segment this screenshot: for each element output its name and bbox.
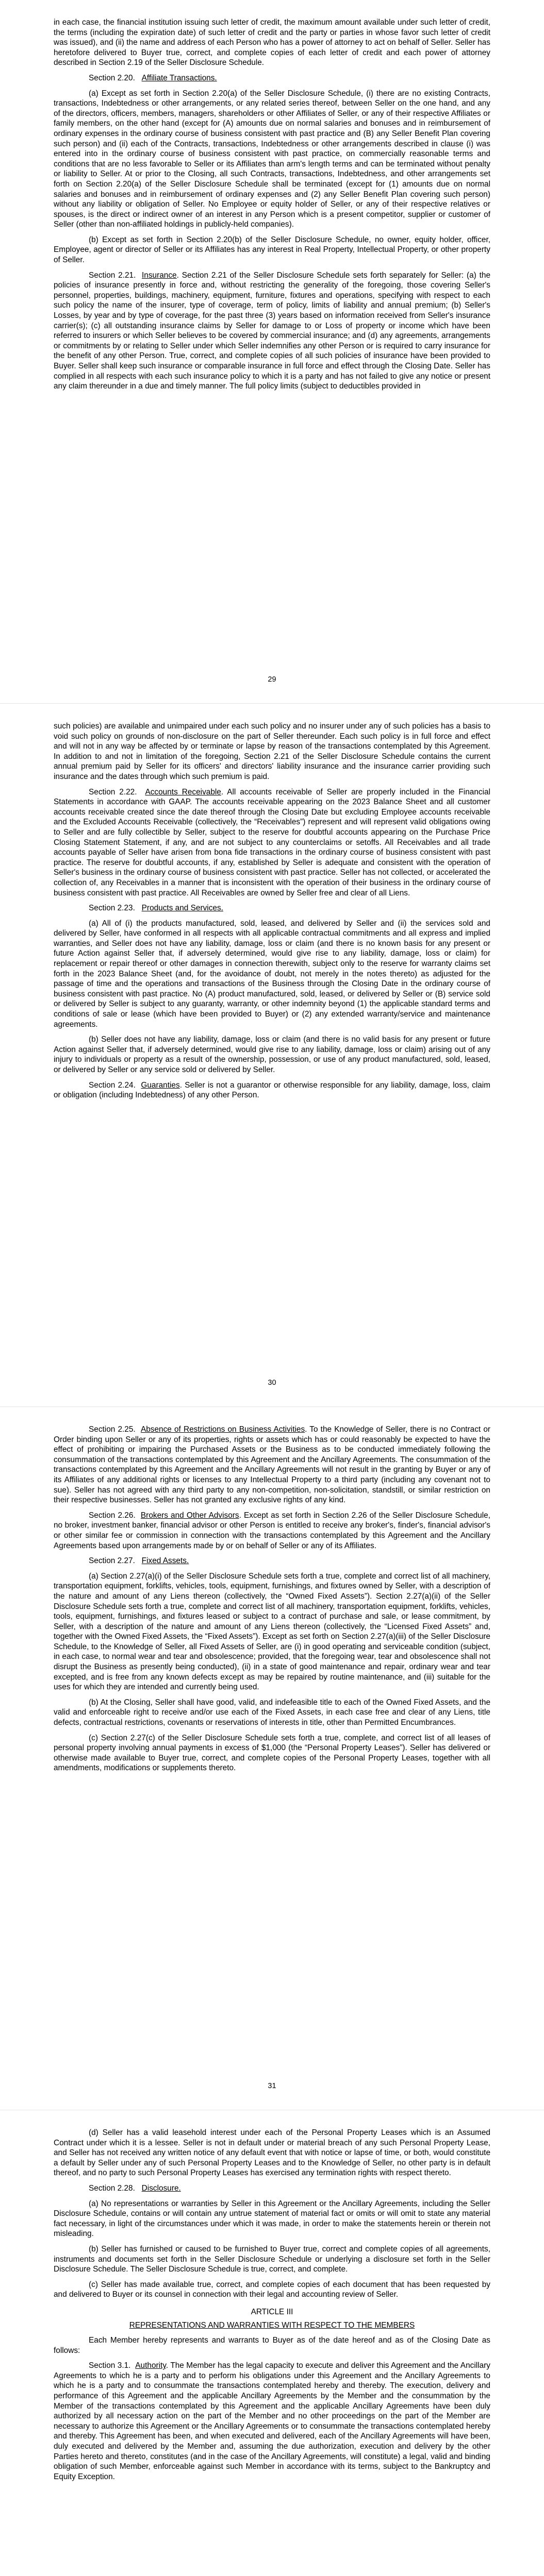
section-title: Insurance [142, 270, 177, 280]
paragraph: (b) Seller does not have any liability, damage, loss or claim (and there is no valid basis for any present or future Action against Seller that, if adversely determined, would give rise to any liability, damage, loss or claim) arising out of any injury to individuals or property as a result of the ownership, possession, or use of any product manufactured, sold, leased, or delivered by Seller or any service sold or delivered by Seller. [54, 1035, 490, 1074]
page-29 [0, 0, 544, 703]
section-number: Section 2.24. [89, 1080, 136, 1090]
page-32 [0, 2110, 544, 2576]
paragraph: Each Member hereby represents and warrants to Buyer as of the date hereof and as of the Closing Date as follows: [54, 2336, 490, 2355]
page-30 [0, 703, 544, 1406]
section-title: Affiliate Transactions. [141, 73, 217, 82]
section-text: . Seller is not a guarantor or otherwise responsible for any liability, damage, loss, claim or obligation (including Indebtedness) of any other Person. [54, 1080, 490, 1100]
section-title: Accounts Receivable [145, 787, 221, 796]
section-heading [54, 73, 490, 83]
paragraph: (d) Seller has a valid leasehold interest under each of the Personal Property Leases which is an Assumed Contract under which it is a lessee. Seller is not in default under or material breach of any such Personal Property Lease, and Seller has not received any written notice of any default event that with notice or lapse of time, or both, would constitute a default by Seller under any of such Personal Property Leases and to the Knowledge of Seller, no other party is in default thereof, and no party to such Personal Property Leases has exercised any termination rights with respect thereto. [54, 2128, 490, 2178]
paragraph: in each case, the financial institution issuing such letter of credit, the maximum amount available under such letter of credit, the terms (including the expiration date) of such letter of credit and the party or parties in whose favor such letter of credit was issued), and (ii) the name and address of each Person who has a power of attorney to act on behalf of Seller. Seller has heretofore delivered to Buyer true, correct, and complete copies of each letter of credit and each power of attorney described in Section 2.19 of the Seller Disclosure Schedule. [54, 18, 490, 67]
paragraph: (b) Seller has furnished or caused to be furnished to Buyer true, correct and complete copies of all agreements, instruments and documents set forth in the Seller Disclosure Schedule or underlying a disclosure set forth in the Seller Disclosure Schedule. The Seller Disclosure Schedule is true, correct, and complete. [54, 2244, 490, 2274]
article-heading: ARTICLE III [251, 2307, 293, 2316]
section-text: . All accounts receivable of Seller are properly included in the Financial Statements in accordance with GAAP. The accounts receivable appearing on the 2023 Balance Sheet and all customer accounts receivable created since the date thereof through the Closing Date but excluding Employee accounts receivable and the Excluded Accounts Receivable (collectively, the “Receivables”) represent and will represent valid obligations owing to Seller and are fully collectible by Seller, subject to the reserve for doubtful accounts appearing on the Purchase Price Closing Statement Statement, if any, and are not subject to any counterclaims or setoffs. All Receivables and all trade accounts payable of Seller have arisen from bona fide transactions in the ordinary course of business consistent with past practice. The reserve for doubtful accounts, if any, established by Seller is adequate and consistent with the operation of Seller's business in the ordinary course of business consistent with past practice. Seller has not collected, or accelerated the collection of, any Receivables in a manner that is inconsistent with the operation of their business in the ordinary course of business consistent with past practice. All Receivables are owned by Seller free and clear of all Liens. [54, 787, 490, 897]
page-number: 29 [268, 675, 276, 684]
section-text: . Section 2.21 of the Seller Disclosure Schedule sets forth separately for Seller: (a) the policies of insurance presently in force and, without restricting the generality of the foregoing, those covering Seller's personnel, properties, buildings, machinery, equipment, furniture, fixtures and operations, specifying with respect to each such policy the name of the insurer, type of coverage, term of policy, limits of liability and annual premium; (b) Seller's Losses, by year and by type of coverage, for the past three (3) years based on information received from Seller's insurance carrier(s); (c) all outstanding insurance claims by Seller for damage to or Loss of property or income which have been referred to insurers or which Seller believes to be covered by commercial insurance; and (d) any agreements, arrangements or commitments by or relating to Seller under which Seller indemnifies any other Person or is required to carry insurance for the benefit of any other Person. True, correct, and complete copies of all such policies of insurance have been provided to Buyer. Seller shall keep such insurance or comparable insurance in full force and effect through the Closing Date. Seller has complied in all respects with each such insurance policy to which it is a party and has not failed to give any notice or present any claim thereunder in a due and timely manner. The full policy limits (subject to deductibles provided in [54, 270, 491, 391]
page-number: 31 [268, 2082, 276, 2090]
section-text: . Except as set forth in Section 2.26 of the Seller Disclosure Schedule, no broker, investment banker, financial advisor or other Person is entitled to receive any broker's, finder's, financial advisor's or other similar fee or commission in connection with the transactions contemplated by this Agreement and the Ancillary Agreements based upon arrangements made by or on behalf of Seller or any of its Affiliates. [54, 1511, 491, 1550]
section-number: Section 2.22. [89, 787, 137, 796]
section-number: Section 2.27. [89, 1556, 135, 1566]
section-paragraph [54, 1425, 490, 1505]
section-heading [54, 1556, 490, 1566]
section-title: Brokers and Other Advisors [140, 1511, 239, 1520]
page-31 [0, 1406, 544, 2110]
paragraph: (a) No representations or warranties by Seller in this Agreement or the Ancillary Agreements, including the Seller Disclosure Schedule, contains or will contain any untrue statement of material fact or omits or will omit to state any material fact necessary, in light of the circumstances under which it was made, in order to make the statements herein or therein not misleading. [54, 2199, 490, 2239]
section-title: Disclosure. [141, 2183, 181, 2193]
paragraph: (a) Section 2.27(a)(i) of the Seller Disclosure Schedule sets forth a true, complete and correct list of all machinery, transportation equipment, forklifts, vehicles, tools, equipment, furnishings, and fixtures owned by Seller, with a description of the nature and amount of any Liens thereon (collectively, the “Owned Fixed Assets”). Section 2.27(a)(ii) of the Seller Disclosure Schedule sets forth a true, complete and correct list of all machinery, transportation equipment, forklifts, vehicles, tools, equipment, furnishings, and fixtures leased or subject to a contract of purchase and sale, or lease commitment, by Seller, with a description of the nature and amount of any Liens thereon (collectively, the “Licensed Fixed Assets” and, together with the Owned Fixed Assets, the “Fixed Assets”). Except as set forth on Section 2.27(a)(iii) of the Seller Disclosure Schedule, to the Knowledge of Seller, all Fixed Assets of Seller, are (i) in good operating and serviceable condition (subject, in each case, to normal wear and tear and obsolescence; provided, that the foregoing wear, tear and obsolescence shall not disrupt the Business as presently being conducted), (ii) in a state of good maintenance and repair, ordinary wear and tear excepted, and is free from any known defects except as may be repaired by routine maintenance, and (iii) suitable for the uses for which they are intended and currently being used. [54, 1571, 490, 1692]
section-title: Authority [135, 2361, 166, 2370]
section-number: Section 2.20. [89, 73, 135, 82]
article-title: REPRESENTATIONS AND WARRANTIES WITH RESPECT TO THE MEMBERS [129, 2320, 415, 2330]
section-title: Absence of Restrictions on Business Activities [140, 1425, 305, 1434]
paragraph: (b) Except as set forth in Section 2.20(b) of the Seller Disclosure Schedule, no owner, equity holder, officer, Employee, agent or director of Seller or its Affiliates has any interest in Real Property, Intellectual Property, or other property of Seller. [54, 235, 490, 265]
section-title: Guaranties [141, 1080, 180, 1090]
section-number: Section 2.23. [89, 904, 135, 913]
paragraph: (c) Seller has made available true, correct, and complete copies of each document that has been requested by and delivered to Buyer or its counsel in connection with their legal and accounting review of Seller. [54, 2280, 490, 2299]
section-number: Section 2.25. [89, 1425, 136, 1434]
section-number: Section 3.1. [89, 2361, 131, 2370]
section-title: Fixed Assets. [141, 1556, 189, 1566]
page-number: 30 [268, 1379, 276, 1387]
section-number: Section 2.21. [89, 270, 136, 280]
section-paragraph [54, 2361, 490, 2482]
section-paragraph [54, 270, 490, 392]
section-paragraph [54, 1511, 490, 1551]
section-text: . The Member has the legal capacity to execute and deliver this Agreement and the Ancillary Agreements to which he is a party and to perform his obligations under this Agreement and the Ancillary Agreements to which he is a party and to consummate the transactions contemplated hereby and thereby. The execution, delivery and performance of this Agreement and the applicable Ancillary Agreements by the Member and the consummation by the Member of the transactions contemplated by this Agreement and the applicable Ancillary Agreements have been duly authorized by all necessary action on the part of the Member and no other proceedings on the part of the Member are necessary to authorize this Agreement or the Ancillary Agreements or to consummate the transactions contemplated hereby and thereby. This Agreement has been, and when executed and delivered, each of the Ancillary Agreements will have been, duly executed and delivered by the Member and, assuming the due authorization, execution and delivery by the other Parties hereto and thereto, constitutes (and in the case of the Ancillary Agreements, will constitute) a legal, valid and binding obligation of such Member, enforceable against such Member in accordance with its terms, subject to the Bankruptcy and Equity Exception. [54, 2361, 490, 2481]
paragraph: (c) Section 2.27(c) of the Seller Disclosure Schedule sets forth a true, complete, and correct list of all leases of personal property involving annual payments in excess of $1,000 (the “Personal Property Leases”). Seller has delivered or otherwise made available to Buyer true, correct, and complete copies of the Personal Property Leases, together with all amendments, modifications or supplements thereto. [54, 1733, 490, 1773]
paragraph: (a) All of (i) the products manufactured, sold, leased, and delivered by Seller and (ii) the services sold and delivered by Seller, have conformed in all respects with all applicable contractual commitments and all express and implied warranties, and Seller does not have any liability, damage, loss or claim (and there is no known basis for any present or future Action against Seller that, if adversely determined, would give rise to any liability, damage, loss or claim) for replacement or repair thereof or other damages in connection therewith, subject only to the reserve for warranty claims set forth in the 2023 Balance Sheet (and, for the avoidance of doubt, not merely in the notes thereto) as adjusted for the passage of time and the operations and transactions of the Business through the Closing Date in the ordinary course of business consistent with past practice. No (A) product manufactured, sold, leased, or delivered by Seller or (B) service sold or delivered by Seller is subject to any guaranty, warranty, or other indemnity beyond (1) the applicable standard terms and conditions of sale or lease (which have been provided to Buyer) or (2) any extended warranty/service and maintenance agreements. [54, 919, 490, 1029]
section-number: Section 2.26. [89, 1511, 136, 1520]
section-heading [54, 903, 490, 913]
paragraph: (b) At the Closing, Seller shall have good, valid, and indefeasible title to each of the Owned Fixed Assets, and the valid and enforceable right to receive and/or use each of the Fixed Assets, in each case free and clear of any Liens, title defects, contractual restrictions, covenants or reservations of interests in title, other than Permitted Encumbrances. [54, 1698, 490, 1727]
section-heading [54, 2183, 490, 2194]
section-paragraph [54, 1080, 490, 1100]
section-text: . To the Knowledge of Seller, there is no Contract or Order binding upon Seller or any of its properties, rights or assets which has or could reasonably be expected to have the effect of prohibiting or impairing the Purchased Assets or the Business as to be conducted immediately following the consummation of the transactions contemplated by this Agreement and the Ancillary Agreements. The consummation of the transactions contemplated by this Agreement and the Ancillary Agreements will not result in the granting by Buyer or any of its Affiliates of any additional rights or licenses to any Intellectual Property to a third party (including any covenant not to sue). Seller has not agreed with any third party to any non-competition, non-solicitation, standstill, or similar restriction on their respective businesses. Seller has not granted any exclusive rights of any kind. [54, 1425, 491, 1505]
section-title: Products and Services. [141, 904, 223, 913]
section-paragraph [54, 787, 490, 899]
paragraph: (a) Except as set forth in Section 2.20(a) of the Seller Disclosure Schedule, (i) there are no existing Contracts, transactions, Indebtedness or other arrangements, or any related series thereof, between Seller on the one hand, and any of the directors, officers, members, managers, shareholders or other Affiliates of Seller, or any of their respective Affiliates or family members, on the other hand (except for (A) amounts due on normal salaries and bonuses and in reimbursement of ordinary expenses in the ordinary course of business consistent with past practice and (B) any Seller Benefit Plan covering such person) and (ii) each of the Contracts, transactions, Indebtedness or other arrangements described in clause (i) was entered into in the ordinary course of business consistent with past practice, on commercially reasonable terms and conditions that are no less favorable to Seller or its Affiliates than arm's length terms and can be terminated without penalty or liability to Seller. At or prior to the Closing, all such Contracts, transactions, Indebtedness, and other arrangements set forth on Section 2.20(a) of the Seller Disclosure Schedule shall be terminated (except for (1) amounts due on normal salaries and bonuses and in reimbursement of ordinary expenses and (2) any Seller Benefit Plan covering such person) without any liability or obligation of Seller. No Employee or equity holder of Seller, or any of their respective relatives or spouses, is the direct or indirect owner of an interest in any Person which is a present competitor, supplier or customer of Seller (other than non-affiliated holdings in publicly-held companies). [54, 89, 490, 229]
paragraph: such policies) are available and unimpaired under each such policy and no insurer under any of such policies has a basis to void such policy on grounds of non-disclosure on the part of Seller thereunder. Each such policy is in full force and effect and will not in any way be affected by or terminate or lapse by reason of the transactions contemplated by this Agreement. In addition to and not in limitation of the foregoing, Section 2.21 of the Seller Disclosure Schedule contains the current annual premium paid by Seller for its officers' and directors' liability insurance and the insurance carrier providing such insurance and the dates through which such premium is paid. [54, 722, 490, 781]
section-number: Section 2.28. [89, 2183, 135, 2193]
